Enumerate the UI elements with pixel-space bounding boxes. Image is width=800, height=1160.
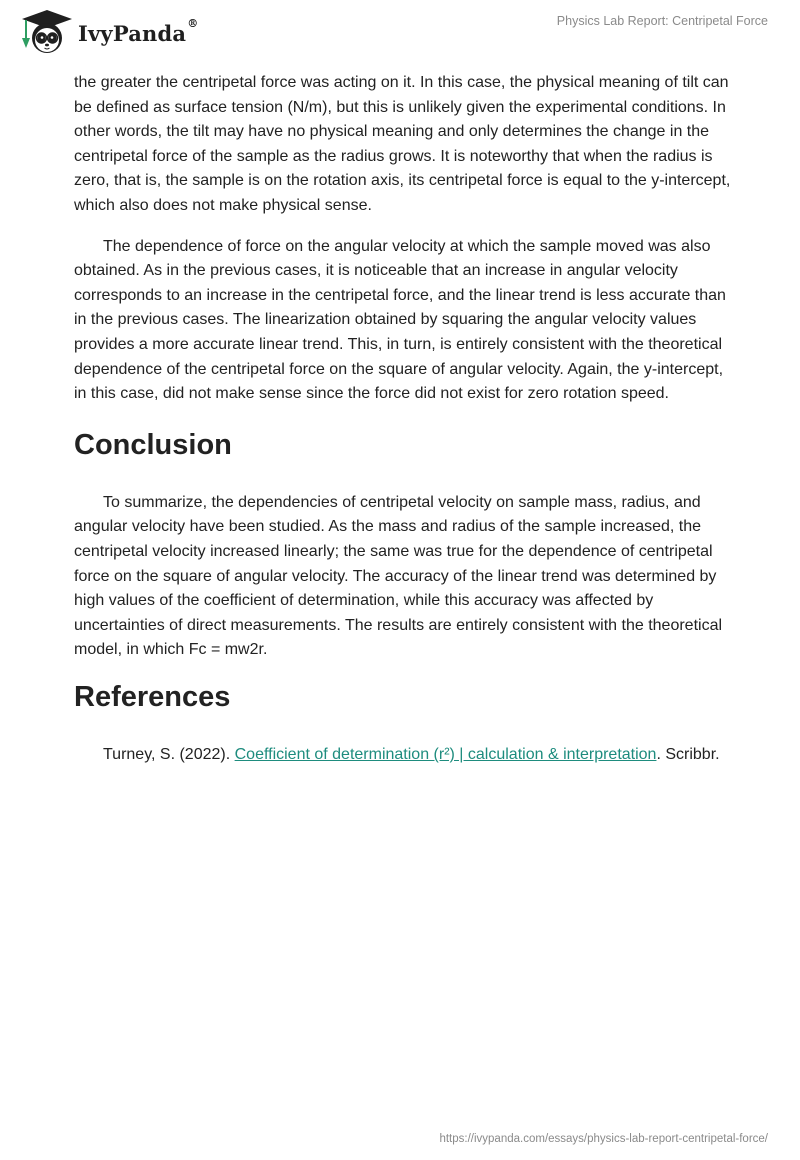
panda-graduate-icon bbox=[16, 8, 78, 56]
article-body bbox=[74, 71, 734, 783]
reference-source: . Scribbr. bbox=[656, 745, 720, 763]
references-heading: References bbox=[74, 680, 231, 713]
reference-entry bbox=[74, 743, 734, 768]
paragraph-conclusion: To summarize, the dependencies of centripetal velocity on sample mass, radius, and angular velocity have been studied. As the mass and radius of the sample increased, the centripetal velocity increased linearly; the same was true for the dependence of centripetal force on the square of angular velocity. The accuracy of the linear trend was determined by high values of the coefficient of determination, while this accuracy was affected by uncertainties of direct measurements. The results are entirely consistent with the theoretical model, in which Fc = mw2r. bbox=[74, 493, 723, 659]
page-header bbox=[0, 0, 800, 62]
reference-author: Turney, S. (2022). bbox=[103, 745, 235, 763]
ivypanda-logo[interactable] bbox=[16, 8, 198, 56]
brand-name: IvyPanda® bbox=[78, 16, 199, 46]
paragraph-angular-velocity: The dependence of force on the angular velocity at which the sample moved was also obtained. As in the previous cases, it is noticeable that an increase in angular velocity corresponds to an increase in the centripetal force, and the linear trend is less accurate than in the previous cases. The linearization obtained by squaring the angular velocity values provides a more accurate linear trend. This, in turn, is entirely consistent with the theoretical dependence of the centripetal force on the square of angular velocity. Again, the y-intercept, in this case, did not make sense since the force did not exist for zero rotation speed. bbox=[74, 237, 726, 403]
footer-url[interactable]: https://ivypanda.com/essays/physics-lab-report-centripetal-force/ bbox=[439, 1133, 768, 1145]
document-title: Physics Lab Report: Centripetal Force bbox=[556, 14, 768, 28]
paragraph-tilt-meaning: the greater the centripetal force was acting on it. In this case, the physical meaning of tilt can be defined as surface tension (N/m), but this is unlikely given the experimental conditions. In other words, the tilt may have no physical meaning and only determines the change in the centripetal force of the sample as the radius grows. It is noteworthy that when the radius is zero, that is, the sample is on the rotation axis, its centripetal force is equal to the y-intercept, which also does not make physical sense. bbox=[74, 74, 731, 214]
conclusion-heading: Conclusion bbox=[74, 428, 232, 461]
reference-link[interactable]: Coefficient of determination (r²) | calculation & interpretation bbox=[234, 745, 657, 763]
